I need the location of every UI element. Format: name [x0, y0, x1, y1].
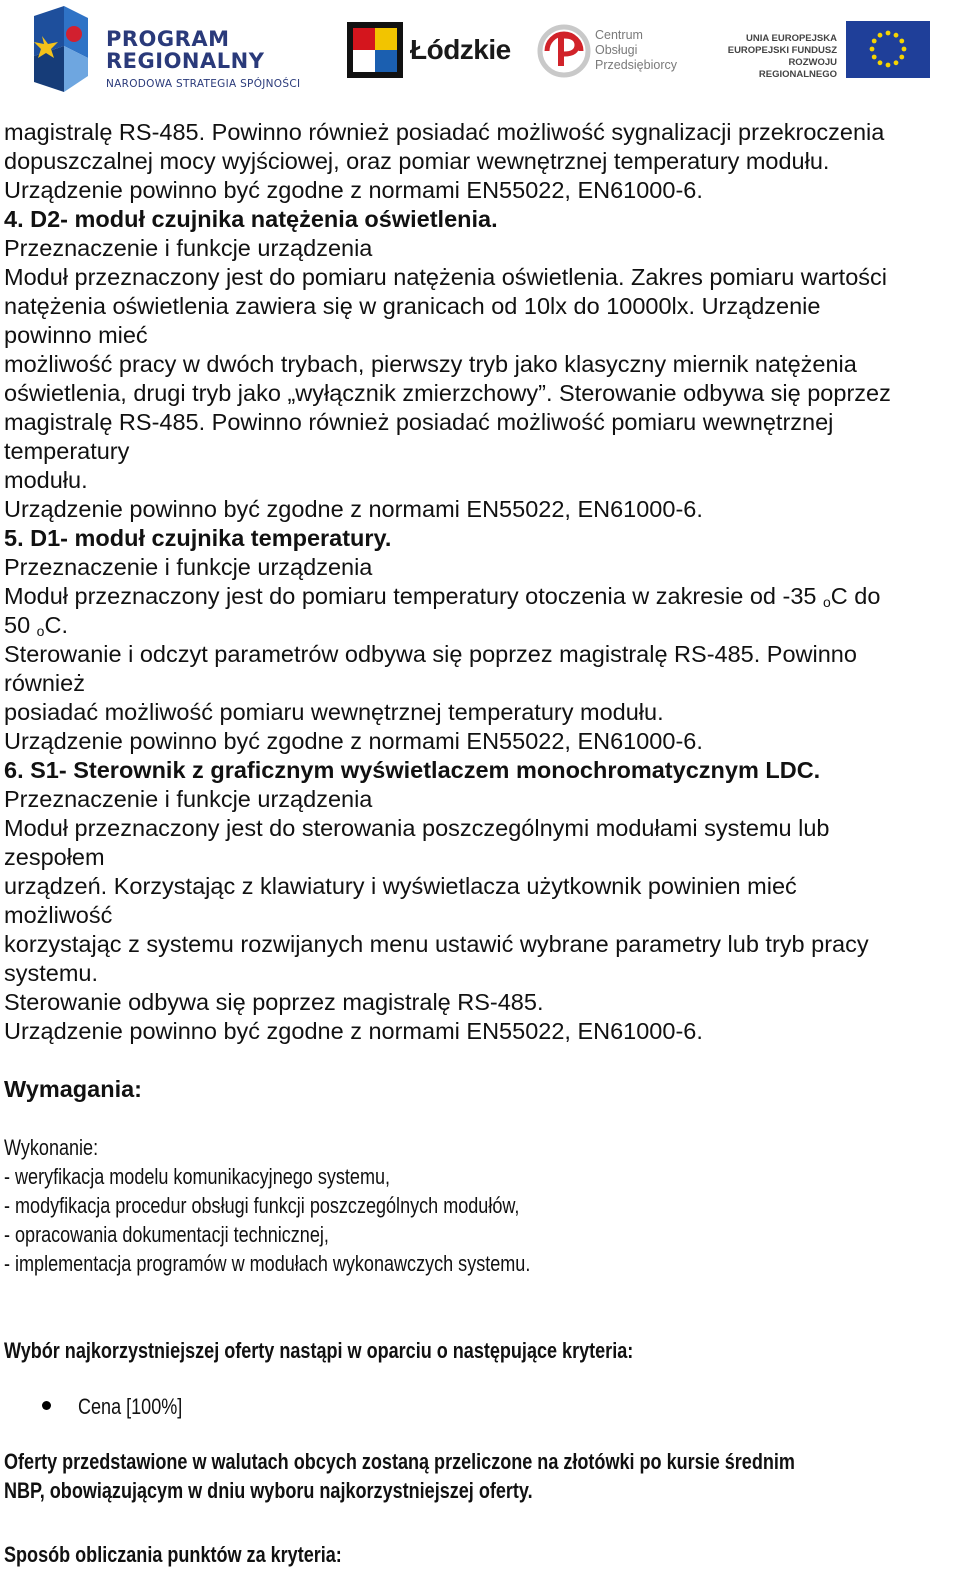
paragraph-line: dopuszczalnej mocy wyjściowej, oraz pomiar wewnętrznej temperatury modułu. — [4, 148, 830, 174]
currency-note-line: Oferty przedstawione w walutach obcych zostaną przeliczone na złotówki po kursie średnim — [4, 1449, 795, 1474]
centrum-obslugi-emblem-icon — [537, 24, 591, 78]
paragraph-line: Sterowanie odbywa się poprzez magistralę RS-485. — [4, 989, 544, 1015]
requirements-intro: Wykonanie: — [4, 1135, 99, 1160]
paragraph-line: magistralę RS-485. Powinno również posiadać możliwość sygnalizacji przekroczenia — [4, 119, 885, 145]
section-3-tail — [4, 118, 956, 205]
paragraph-line: Urządzenie powinno być zgodne z normami EN55022, EN61000-6. — [4, 728, 703, 754]
currency-note-line: NBP, obowiązującym w dniu wyboru najkorzystniejszej oferty. — [4, 1478, 533, 1503]
paragraph-line: powinno mieć — [4, 322, 148, 348]
section-subheading: Przeznaczenie i funkcje urządzenia — [4, 554, 373, 580]
text-run: C do — [830, 583, 881, 609]
criteria-bullet-text: Cena [100%] — [78, 1394, 183, 1419]
logo-text-line: ROZWOJU REGIONALNEGO — [758, 57, 837, 80]
paragraph-line: systemu. — [4, 960, 99, 986]
requirements-heading: Wymagania: — [4, 1076, 142, 1102]
requirements-item: - opracowania dokumentacji technicznej, — [4, 1222, 329, 1247]
logo-text-line: Przedsiębiorcy — [595, 58, 677, 72]
logo-text-line: EUROPEJSKI FUNDUSZ — [727, 45, 837, 56]
section-5 — [4, 524, 956, 756]
paragraph-line — [4, 611, 956, 640]
logo-text-line: Obsługi — [595, 43, 638, 57]
criteria-section — [4, 1336, 956, 1569]
section-6 — [4, 756, 956, 1046]
logo-text-line: REGIONALNY — [106, 49, 265, 73]
paragraph-line: Urządzenie powinno być zgodne z normami EN55022, EN61000-6. — [4, 177, 703, 203]
section-4 — [4, 205, 956, 524]
bullet-icon — [42, 1401, 51, 1410]
eu-logo-text — [712, 33, 837, 81]
program-regionalny-logo — [106, 28, 300, 90]
paragraph-line: możliwość pracy w dwóch trybach, pierwszy tryb jako klasyczny miernik natężenia — [4, 351, 857, 377]
paragraph-line: również — [4, 670, 85, 696]
paragraph-line: korzystając z systemu rozwijanych menu ustawić wybrane parametry lub tryb pracy — [4, 931, 869, 957]
paragraph-line: magistralę RS-485. Powinno również posiadać możliwość pomiaru wewnętrznej — [4, 409, 834, 435]
text-run: Moduł przeznaczony jest do pomiaru temperatury otoczenia w zakresie od -35 — [4, 583, 823, 609]
text-run: C. — [44, 612, 68, 638]
section-heading: 5. D1- moduł czujnika temperatury. — [4, 525, 392, 551]
degree-subscript: o — [36, 623, 45, 639]
logo-text-line: Centrum — [595, 28, 643, 42]
paragraph-line: urządzeń. Korzystając z klawiatury i wyświetlacza użytkownik powinien mieć — [4, 873, 797, 899]
criteria-bullet-item — [4, 1392, 956, 1421]
document-body — [4, 118, 956, 1569]
requirements-section — [4, 1075, 956, 1278]
degree-subscript: o — [823, 594, 831, 610]
logo-text-line: PROGRAM — [106, 27, 230, 51]
requirements-item: - modyfikacja procedur obsługi funkcji poszczególnych modułów, — [4, 1193, 520, 1218]
program-regionalny-emblem-icon — [34, 6, 88, 92]
paragraph-line: modułu. — [4, 467, 88, 493]
criteria-heading: Wybór najkorzystniejszej oferty nastąpi w oparciu o następujące kryteria: — [4, 1338, 634, 1363]
lodzkie-logo-text: Łódzkie — [410, 34, 511, 65]
requirements-item: - implementacja programów w modułach wykonawczych systemu. — [4, 1251, 531, 1276]
section-heading: 6. S1- Sterownik z graficznym wyświetlaczem monochromatycznym LDC. — [4, 757, 821, 783]
paragraph-line: posiadać możliwość pomiaru wewnętrznej temperatury modułu. — [4, 699, 664, 725]
paragraph-line: możliwość — [4, 902, 113, 928]
logo-text-line: NARODOWA STRATEGIA SPÓJNOŚCI — [106, 78, 301, 90]
paragraph-line: Moduł przeznaczony jest do pomiaru natężenia oświetlenia. Zakres pomiaru wartości — [4, 264, 887, 290]
centrum-obslugi-logo — [595, 28, 677, 73]
points-heading: Sposób obliczania punktów za kryteria: — [4, 1542, 342, 1567]
section-subheading: Przeznaczenie i funkcje urządzenia — [4, 235, 373, 261]
text-run: 50 — [4, 612, 37, 638]
logo-bar — [0, 0, 960, 100]
logo-text-line: UNIA EUROPEJSKA — [746, 33, 837, 44]
section-subheading: Przeznaczenie i funkcje urządzenia — [4, 786, 373, 812]
paragraph-line: Moduł przeznaczony jest do sterowania poszczególnymi modułami systemu lub — [4, 815, 830, 841]
paragraph-line: temperatury — [4, 438, 130, 464]
requirements-item: - weryfikacja modelu komunikacyjnego systemu, — [4, 1164, 391, 1189]
paragraph-line: zespołem — [4, 844, 105, 870]
paragraph-line: Sterowanie i odczyt parametrów odbywa się poprzez magistralę RS-485. Powinno — [4, 641, 857, 667]
paragraph-line: Urządzenie powinno być zgodne z normami EN55022, EN61000-6. — [4, 1018, 703, 1044]
lodzkie-emblem-icon — [347, 22, 403, 78]
paragraph-line: oświetlenia, drugi tryb jako „wyłącznik zmierzchowy”. Sterowanie odbywa się poprzez — [4, 380, 891, 406]
paragraph-line: Urządzenie powinno być zgodne z normami EN55022, EN61000-6. — [4, 496, 703, 522]
section-heading: 4. D2- moduł czujnika natężenia oświetlenia. — [4, 206, 498, 232]
spacer — [4, 1104, 956, 1133]
eu-flag-icon — [846, 21, 930, 78]
paragraph-line — [4, 582, 956, 611]
paragraph-line: natężenia oświetlenia zawiera się w granicach od 10lx do 10000lx. Urządzenie — [4, 293, 821, 319]
